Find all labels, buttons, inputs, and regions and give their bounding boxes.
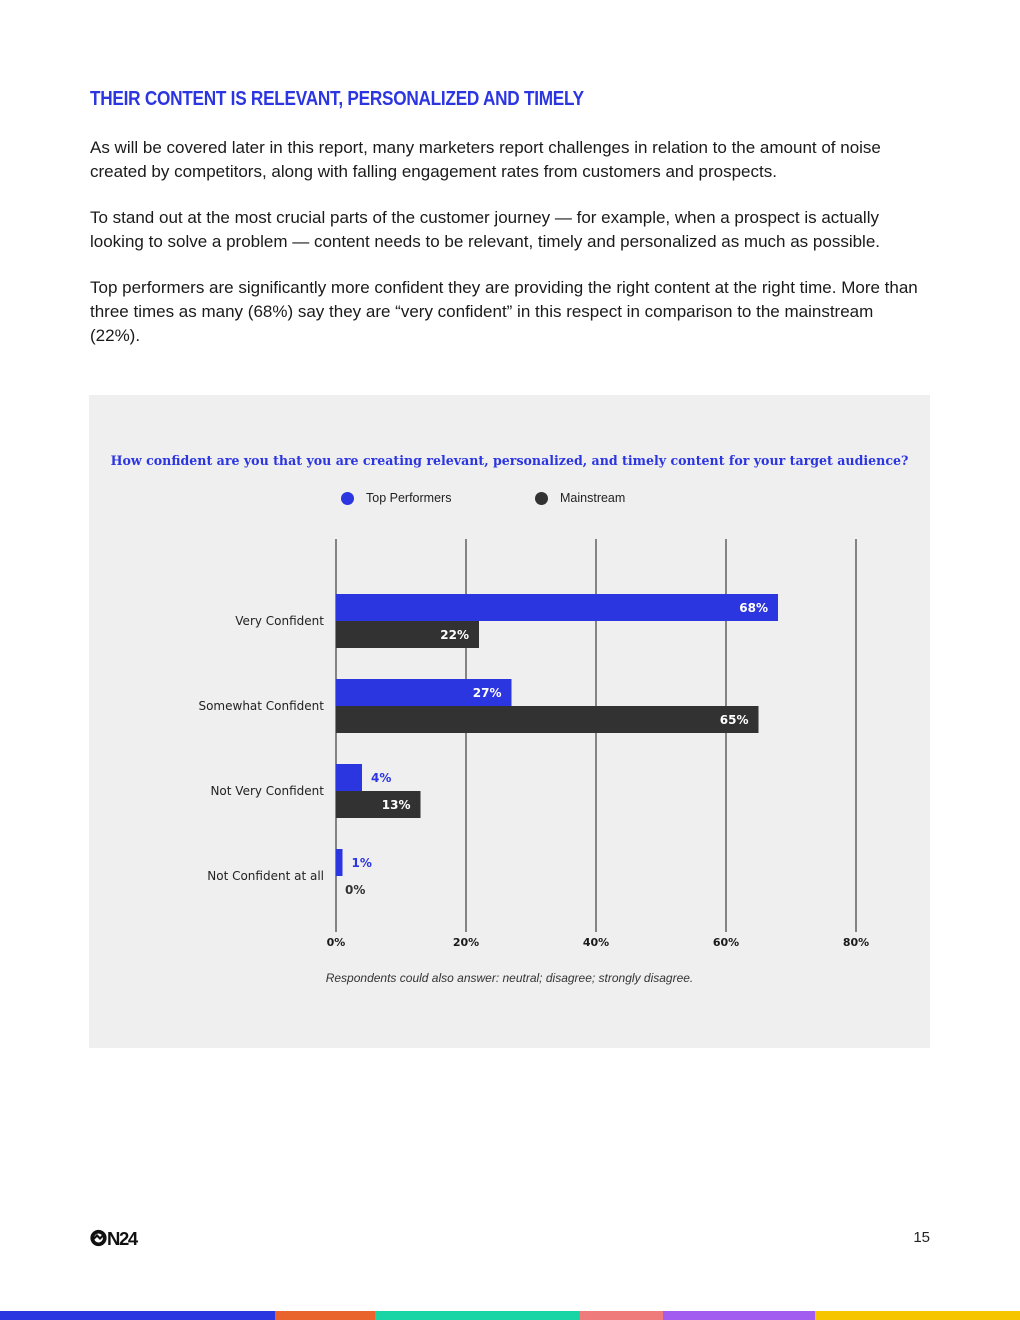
data-label: 13%: [381, 798, 411, 812]
x-tick-label: 80%: [842, 936, 870, 949]
x-tick-label: 20%: [452, 936, 480, 949]
on24-logo: [90, 1226, 152, 1250]
data-label: 65%: [719, 713, 749, 727]
stripe-segment: [663, 1311, 815, 1320]
bar: [336, 849, 343, 876]
stripe-segment: [275, 1311, 375, 1320]
x-tick-label: 40%: [582, 936, 610, 949]
body-paragraph: To stand out at the most crucial parts of the customer journey — for example, when a prospect is actually looking to solve a problem — content needs to be relevant, timely and personalized as much as possible.: [90, 208, 881, 251]
bar: [336, 706, 759, 733]
summary-paragraph: Top performers are significantly more confident they are providing the right content at the right time. More than three times as many (68%) say they are “very confident” in this respect in comparison to the mainstream (22%).: [90, 278, 918, 345]
page-number: 15: [913, 1229, 930, 1246]
legend-label-top-performers: Top Performers: [366, 491, 452, 505]
chart-panel: [89, 395, 930, 1048]
footer-color-stripe: [0, 1311, 1020, 1320]
stripe-segment: [580, 1311, 663, 1320]
category-label: Not Confident at all: [207, 869, 324, 883]
data-label: 68%: [739, 601, 768, 615]
svg-text:N24: N24: [107, 1228, 137, 1249]
category-label: Somewhat Confident: [198, 699, 324, 713]
category-label: Very Confident: [235, 614, 324, 628]
x-tick-label: 0%: [326, 936, 346, 949]
legend-label-mainstream: Mainstream: [560, 491, 626, 505]
data-label: 1%: [351, 856, 372, 870]
data-label: 4%: [371, 771, 392, 785]
x-tick-label: 60%: [712, 936, 740, 949]
intro-paragraph: As will be covered later in this report, many marketers report challenges in relation to the amount of noise created by competitors, along with falling engagement rates from customers and prospects.: [90, 138, 881, 181]
chart-footnote: Respondents could also answer: neutral; disagree; strongly disagree.: [325, 971, 694, 985]
section-title: THEIR CONTENT IS RELEVANT, PERSONALIZED AND TIMELY: [90, 88, 584, 110]
chart-title: How confident are you that you are creating relevant, personalized, and timely content for your target audience?: [110, 453, 909, 468]
bar: [336, 594, 778, 621]
stripe-segment: [0, 1311, 275, 1320]
data-label: 0%: [345, 883, 366, 897]
bar-chart: [89, 395, 930, 1048]
data-label: 22%: [440, 628, 469, 642]
bar: [336, 764, 362, 791]
stripe-segment: [815, 1311, 1020, 1320]
data-label: 27%: [472, 686, 502, 700]
category-label: Not Very Confident: [210, 784, 324, 798]
stripe-segment: [375, 1311, 580, 1320]
